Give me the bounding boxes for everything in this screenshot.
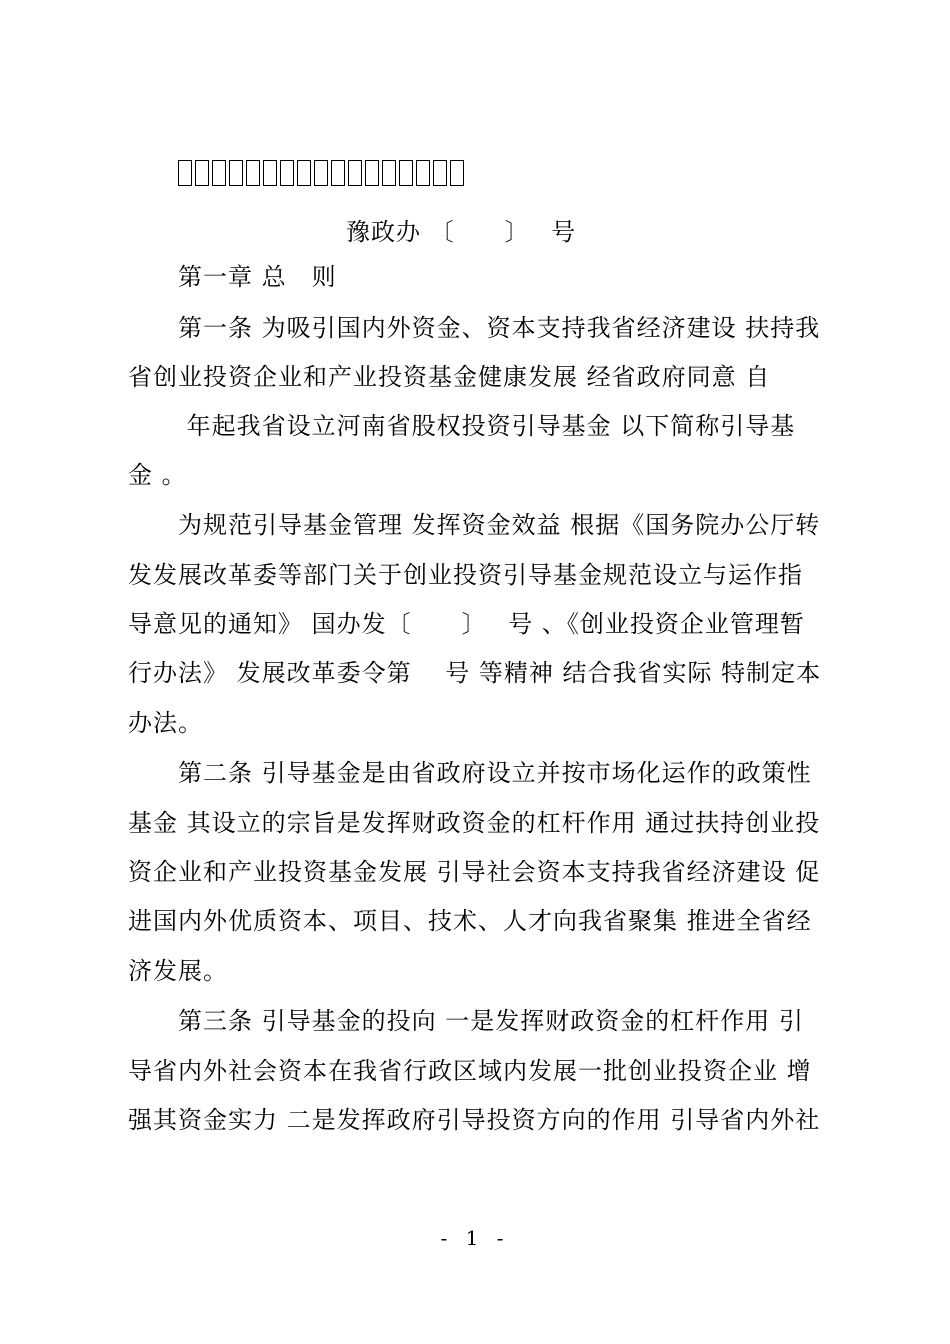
missing-glyph-box bbox=[195, 160, 209, 186]
paragraph-line: 行办法》 发展改革委令第 号 等精神 结合我省实际 特制定本 bbox=[128, 659, 822, 687]
missing-glyph-box bbox=[297, 160, 311, 186]
missing-glyph-box bbox=[178, 160, 192, 186]
paragraph-line: 为规范引导基金管理 发挥资金效益 根据《国务院办公厅转 bbox=[178, 511, 821, 539]
missing-glyph-box bbox=[365, 160, 379, 186]
paragraph-line: 办法。 bbox=[128, 709, 203, 737]
garbled-title bbox=[178, 160, 466, 186]
missing-glyph-box bbox=[246, 160, 260, 186]
page-number: - 1 - bbox=[440, 1226, 510, 1250]
paragraph-line: 金 。 bbox=[128, 461, 187, 489]
missing-glyph-box bbox=[348, 160, 362, 186]
paragraph-line: 第一条 为吸引国内外资金、资本支持我省经济建设 扶持我 bbox=[178, 314, 821, 342]
missing-glyph-box bbox=[314, 160, 328, 186]
chapter-title: 第一章 总 则 bbox=[178, 263, 337, 291]
missing-glyph-box bbox=[229, 160, 243, 186]
missing-glyph-box bbox=[433, 160, 447, 186]
missing-glyph-box bbox=[450, 160, 464, 186]
missing-glyph-box bbox=[382, 160, 396, 186]
paragraph-line: 济发展。 bbox=[128, 957, 228, 985]
paragraph-line: 发发展改革委等部门关于创业投资引导基金规范设立与运作指 bbox=[128, 561, 803, 589]
paragraph-line: 基金 其设立的宗旨是发挥财政资金的杠杆作用 通过扶持创业投 bbox=[128, 809, 821, 837]
missing-glyph-box bbox=[399, 160, 413, 186]
paragraph-line: 资企业和产业投资基金发展 引导社会资本支持我省经济建设 促 bbox=[128, 858, 821, 886]
document-number: 豫政办 〔 〕 号 bbox=[346, 218, 577, 246]
missing-glyph-box bbox=[263, 160, 277, 186]
missing-glyph-box bbox=[416, 160, 430, 186]
paragraph-line: 省创业投资企业和产业投资基金健康发展 经省政府同意 自 bbox=[128, 363, 771, 391]
paragraph-line: 强其资金实力 二是发挥政府引导投资方向的作用 引导省内外社 bbox=[128, 1106, 821, 1134]
paragraph-line: 导省内外社会资本在我省行政区域内发展一批创业投资企业 增 bbox=[128, 1057, 812, 1085]
paragraph-line: 年起我省设立河南省股权投资引导基金 以下简称引导基 bbox=[178, 412, 796, 440]
paragraph-line: 导意见的通知》 国办发〔 〕 号 、《创业投资企业管理暂 bbox=[128, 610, 805, 638]
paragraph-line: 进国内外优质资本、项目、技术、人才向我省聚集 推进全省经 bbox=[128, 907, 812, 935]
paragraph-line: 第二条 引导基金是由省政府设立并按市场化运作的政策性 bbox=[178, 759, 812, 787]
missing-glyph-box bbox=[280, 160, 294, 186]
missing-glyph-box bbox=[331, 160, 345, 186]
paragraph-line: 第三条 引导基金的投向 一是发挥财政资金的杠杆作用 引 bbox=[178, 1007, 804, 1035]
missing-glyph-box bbox=[212, 160, 226, 186]
